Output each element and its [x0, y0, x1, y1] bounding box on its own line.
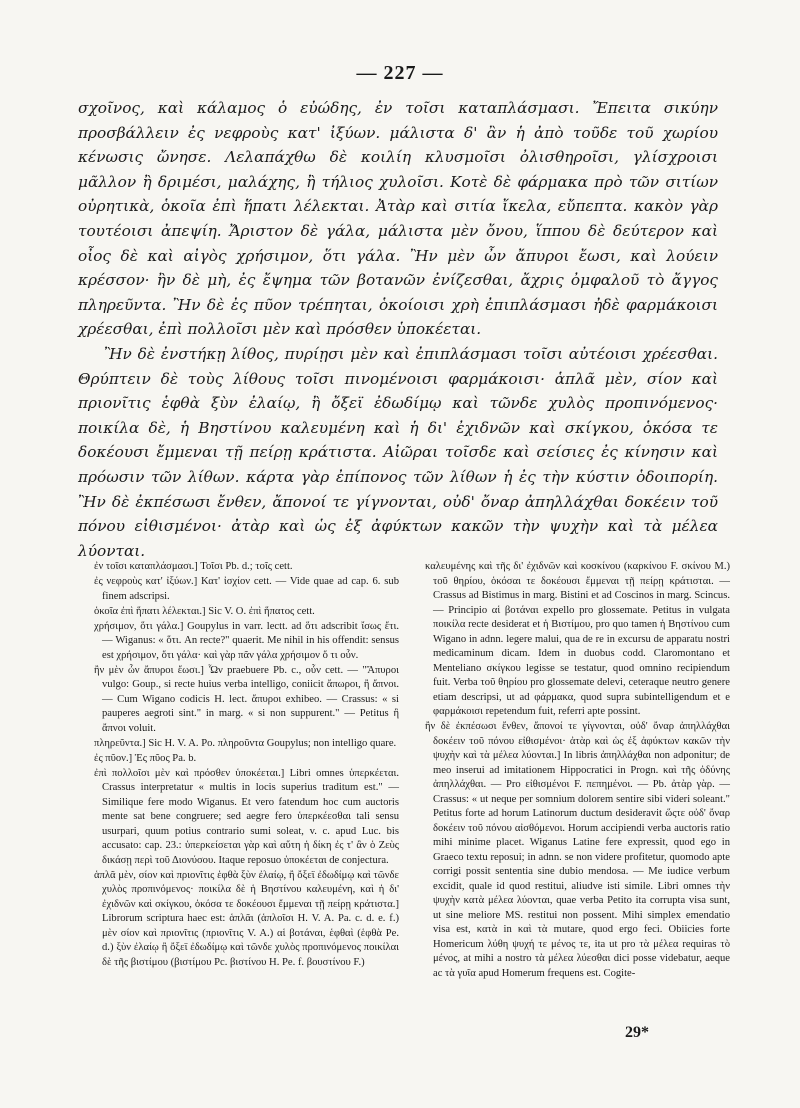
footnote: ἐν τοῖσι καταπλάσμασι.] Τοῖσι Pb. d.; τοῖς cett. — [94, 561, 293, 572]
main-paragraph: σχοῖνος, καὶ κάλαμος ὁ εὐώδης, ἐν τοῖσι καταπλάσμασι. Ἔπειτα σικύην προσβάλλειν ἐς νεφροὺς κατ' ἰξύων. μάλιστα δ' ἂν ἡ ἀπὸ τοῦδε τοῦ χωρίου κένωσις ὤνησε. Λελαπάχθω δὲ κοιλίη κλυσμοῖσι ὀλισθηροῖσι, γλίσχροισι μᾶλλον ἢ δριμέσι, μαλάχης, ἢ τήλιος χυλοῖσι. Κοτὲ δὲ φάρμακα πρὸ τῶν σιτίων οὐρητικὰ, ὁκοῖα ἐπὶ ἥπατι λέλεκται. Ἀτὰρ καὶ σιτία ἴκελα, εὔπεπτα. κακὸν γὰρ τουτέοισι ἀπεψίη. Ἄριστον δὲ γάλα, μάλιστα μὲν ὄνου, ἵππου δὲ δεύτερον καὶ οἶος δὲ καὶ αἰγὸς χρήσιμον, ὅτι γάλα. Ἢν μὲν ὦν ἄπυροι ἔωσι, καὶ λούειν κρέσσον· ἢν δὲ μὴ, ἐς ἔψημα τῶν βοτανῶν ἐνίζεσθαι, ἄχρις ὀμφαλοῦ τὸ ἄγγος πληρεῦντα. Ἢν δὲ ἐς πῦον τρέπηται, ὁκοίοισι χρὴ ἐπιπλάσμασι ἠδὲ φαρμάκοισι χρέεσθαι, ἐπὶ πολλοῖσι μὲν καὶ πρόσθεν ὑποκέεται. — [78, 99, 718, 339]
footnote: ἢν δὲ ἐκπέσωσι ἔνθεν, ἄπονοί τε γίγνονται, οὐδ' ὄναρ ἀπηλλάχθαι δοκέειν τοῦ πόνου εἰθισμένοι· ἀτὰρ καὶ ὡς ἐξ ἀφύκτων κακῶν τὴν ψυχὴν καὶ τὰ μέλεα λύονται.] In libris ἀπηλλάχθαι non adponitur; de meo inserui ad imitationem Hippocratici in Progn. καὶ τῆς ὀδύνης ἀπηλλάχθαι. — Pro εἰθισμένοι F. πεπημένοι. — Pb. ἀτὰρ γὰρ. — Crassus: « ut neque per somnium dolorem sentire sibi videri soleant." Petitus forte ad horum Latinorum ductum desideravit ὥςτε οὐδ' ὄναρ δοκέειν τοῦ πόνου αἰσθόμενοι. Horum accipiendi verba auctoris ratio mihi minime placet. Wiganus Latine fere expressit, quod ego in Graeco textu reposui; in adnn. se non videre profitetur, quomodo apte corrigi possit sententia sine dubio mendosa. — Me iudice verbum excidit, quale id quod restitui, aliudve isti simile. Libri omnes τὴν ψυχὴν κατὰ μέλεα λύονται, quae verba Petito ita corrupta visa sunt, ut sine meliore MS. restitui non possent. Mihi simplex emendatio visa est, κατὰ in καὶ τὰ mutare, quod ergo feci. Obiicies forte Homericum λύθη ψυχή τε μένος τε, ita ut pro τὰ μέλεα requiras τὸ μένος, at mihi a nostro τὰ μέλεα λύεσθαι dici posse videbatur, aeque ac τὰ γυῖα apud Homerum frequens est. Cogite- — [425, 721, 730, 979]
signature-mark: 29* — [625, 1024, 649, 1041]
main-greek-text — [78, 96, 718, 563]
footnote: πληρεῦντα.] Sic H. V. A. Po. πληροῦντα Goupylus; non intelligo quare. — [94, 737, 397, 749]
footnote: ἁπλᾶ μὲν, σίον καὶ πριονῖτις ἑφθὰ ξὺν ἐλαίῳ, ἢ ὄξεϊ ἐδωδίμῳ καὶ τῶνδε χυλὸς προπινόμενος· ποικίλα δὲ ἡ Βηστίνου καλευμένη, καὶ ἡ δι' ἐχιδνῶν καὶ σκίγκου, ὁκόσα τε δοκέουσι ἔμμεναι τῇ πείρῃ κράτιστα.] Librorum scriptura haec est: ἁπλᾶι (ἁπλοῖσι H. V. A. Pa. c. d. e. f.) μὲν σίον καὶ πριονῖτις (πριονῖτις V. A.) αἱ βοτάναι, ἑφθαὶ (ἑφθὰ Pe. d.) ξὺν ἐλαίῳ ἢ ὄξεϊ ἐδωδίμῳ καὶ τῶνδε χυλὸς προπινόμενος ποικίλαι δὲ τῆς βιστίμου (βιστίμου Pc. βιστίνου H. Pe. f. βουστίνου F.) — [94, 869, 399, 968]
notes-column-right — [425, 560, 730, 982]
footnote: ἐς νεφροὺς κατ' ἰξύων.] Κατ' ἰσχίον cett. — Vide quae ad cap. 6. sub finem adscripsi. — [94, 576, 399, 602]
footnote: χρήσιμον, ὅτι γάλα.] Goupylus in varr. lectt. ad ὅτι adscribit ἴσως ἔτι. — Wiganus: « ὅτι. An recte?" quaerit. Me nihil in his offendit: sensus est χρήσιμον, ὅτι γάλα· καὶ γὰρ πᾶν γάλα χρήσιμον ὅ τι οὖν. — [94, 620, 399, 661]
critical-apparatus — [94, 560, 730, 982]
main-paragraph: Ἢν δὲ ἐνστήκῃ λίθος, πυρίῃσι μὲν καὶ ἐπιπλάσμασι τοῖσι αὐτέοισι χρέεσθαι. Θρύπτειν δὲ τοὺς λίθους τοῖσι πινομένοισι φαρμάκοισι· ἁπλᾶ μὲν, σίον καὶ πριονῖτις ἑφθὰ ξὺν ἐλαίῳ, ἢ ὄξεϊ ἐδωδίμῳ καὶ τῶνδε χυλὸς προπινόμενος· ποικίλα δὲ, ἡ Βηστίνου καλευμένη καὶ ἡ δι' ἐχιδνῶν καὶ σκίγκου, ὁκόσα τε δοκέουσι ἔμμεναι τῇ πείρῃ κράτιστα. Αἰῶραι τοῖσδε καὶ σείσιες ἐς κίνησιν καὶ πρόωσιν τῶν λίθων. κάρτα γὰρ ἐπίπονος τῶν λίθων ἡ ἐς τὴν κύστιν ὁδοιπορίη. Ἢν δὲ ἐκπέσωσι ἔνθεν, ἄπονοί τε γίγνονται, οὐδ' ὄναρ ἀπηλλάχθαι δοκέειν τοῦ πόνου εἰθισμένοι· ἀτὰρ καὶ ὡς ἐξ ἀφύκτων κακῶν τὴν ψυχὴν καὶ τὰ μέλεα λύονται. — [78, 344, 718, 560]
page-number: — 227 — — [356, 62, 444, 84]
footnote: ἢν μὲν ὦν ἄπυροι ἔωσι.] Ὧν praebuere Pb. c., οὖν cett. — "Ἄπυροι vulgo: Goup., si recte huius verba intelligo, coniicit ἄπωροι, ἢ ἄπνοι. — Cum Wigano codicis H. lect. ἄπυροι exhibeo. — Crassus: « si pauperes aegroti sint." in marg. « si non suppurent." — Petitus ἢ ἄπνοι voluit. — [94, 664, 399, 734]
footnote: καλευμένης καὶ τῆς δι' ἐχιδνῶν καὶ κοσκίνου (καρκίνου F. σκίνου M.) τοῦ θηρίου, ὁκόσαι τε δοκέουσι ἔμμεναι τῇ πείρῃ κράτισται. — Crassus ad Bistimus in marg. Bistini et ad Coscinos in marg. Scincus. — Principio αἱ βοτάναι expello pro glossemate. Petitus in vulgata ποικίλα recte desiderat et ἡ Βιστίμου, pro quo tamen ἡ Βηστίνου cum Wigano in adnn. legere malui, qua de re in excursu de apparatu nostri medicaminum dicam. Idem in duobus codd. Claromontano et Menteliano σκίγκου legisse se testatur, quod omnino recipiendum fuit. Verba τοῦ θηρίου pro glossemate delevi, ceteraque neutro genere etiam descripsi, ut ad φάρμακα, quod supra subintelligendum et e φαρμάκοισι repetendum fuit, referri apte possint. — [425, 561, 730, 717]
footnote: ὁκοῖα ἐπὶ ἥπατι λέλεκται.] Sic V. O. ἐπὶ ἥπατος cett. — [94, 605, 315, 617]
footnote: ἐς πῦον.] Ἐς πῦος Pa. b. — [94, 752, 197, 764]
notes-column-left — [94, 560, 399, 982]
footnote: ἐπὶ πολλοῖσι μὲν καὶ πρόσθεν ὑποκέεται.] Libri omnes ὑπερκέεται. Crassus interpretatur « multis in locis superius traditum est." — Similique fere modo Wiganus. Et vero fatendum hoc cum auctoris mente sat bene congruere; sed aegre fero ὑπερκέεσθαι tali sensu usurpari, quum potius contrario sumi soleat, v. c. apud Luc. bis accusato: cap. 23.: ὑπερκείσεται γὰρ καὶ αὕτη ἡ δίκη ἐς τ' ἂν ὁ Ζεὺς δικάσῃ περὶ τοῦ Διονύσου. Itaque reposuo ὑποκέεται de conjectura. — [94, 767, 399, 866]
